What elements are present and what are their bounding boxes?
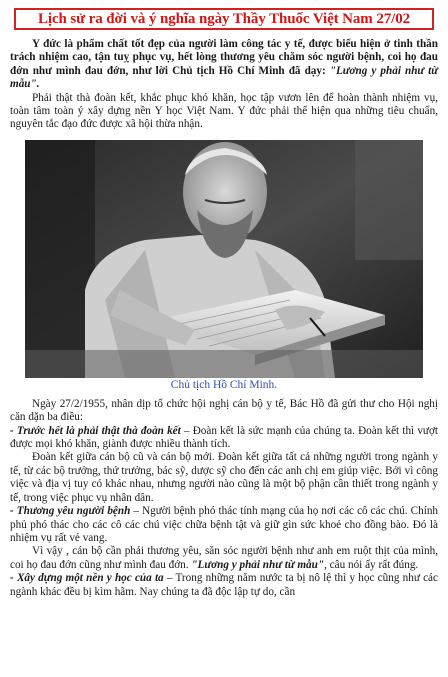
item-1	[10, 425, 438, 452]
letter-section	[10, 398, 438, 599]
item-1-text: – Đoàn kết là sức mạnh của chúng ta. Đoàn kết thì vượt được mọi khó khăn, giành được nhiều thành tích.	[10, 424, 439, 451]
intro-quote: "Lương y phải như từ mẫu".	[10, 64, 438, 91]
title-banner	[14, 8, 434, 30]
paragraph-1: Phải thật thà đoàn kết, khắc phục khó khăn, học tập vươn lên để hoàn thành nhiệm vụ, toàn tâm toàn ý xây dựng nền Y học Việt Nam. Y đức phải thể hiện qua những tiêu chuẩn, nguyên tắc đạo đức được xã hội thừa nhận.	[10, 91, 438, 131]
paragraph-4-tail: , câu nói ấy rất đúng.	[324, 558, 419, 571]
item-3-text: – Trong những năm nước ta bị nô lệ thì y học cũng như các ngành khác đều bị kìm hãm. Nay chúng ta đã độc lập tự do, cần	[10, 572, 438, 598]
paragraph-2: Ngày 27/2/1955, nhân dịp tổ chức hội nghị cán bộ y tế, Bác Hồ đã gửi thư cho Hội nghị căn dặn ba điều:	[10, 397, 438, 424]
photo-caption: Chủ tịch Hồ Chí Minh.	[170, 378, 278, 391]
paragraph-4-quote: "Lương y phải như từ mẫu"	[191, 558, 325, 571]
item-3	[10, 572, 438, 599]
paragraph-4	[10, 545, 438, 572]
paragraph-4-text: Vì vậy , cán bộ cần phải thương yêu, săn sóc người bệnh như anh em ruột thịt của mình, coi họ đau đớn cũng như mình đau đớn.	[10, 545, 438, 571]
item-2	[10, 505, 438, 545]
item-1-lead: - Trước hết là phải thật thà đoàn kết	[10, 424, 181, 437]
portrait-photo-icon	[25, 140, 423, 378]
article-page	[0, 8, 448, 677]
item-3-lead: - Xây dựng một nền y học của ta	[10, 572, 164, 585]
intro-paragraph	[10, 38, 438, 92]
paragraph-3: Đoàn kết giữa cán bộ cũ và cán bộ mới. Đoàn kết giữa tất cả những người trong ngành y tế, từ các bộ trưởng, thứ trưởng, bác sỹ, dược sỹ cho đến các anh chị em giúp việc. Bởi vì công việc và địa vị tuy có khác nhau, nhưng người nào cũng là một bộ phận cần thiết trong ngành y tế, trong việc phục vụ nhân dân.	[10, 451, 438, 504]
item-2-text: – Người bệnh phó thác tính mạng của họ nơi các cô các chú. Chính phủ phó thác cho các cô các chú việc chữa bệnh tật và giữ gìn sức khoẻ cho đồng bào. Đó là nhiệm vụ rất vẻ vang.	[10, 505, 439, 544]
intro-text: Y đức là phẩm chất tốt đẹp của người làm công tác y tế, được biểu hiện ở tinh thần trách nhiệm cao, tận tuỵ phục vụ, hết lòng thương yêu chăm sóc người bệnh, coi họ đau đớn như mình đau đớn, như lời Chủ tịch Hồ Chí Minh đã dạy:	[10, 38, 438, 77]
portrait-photo	[25, 140, 423, 378]
item-2-lead: - Thương yêu người bệnh	[10, 505, 131, 518]
page-title: Lịch sử ra đời và ý nghĩa ngày Thầy Thuốc Việt Nam 27/02	[37, 10, 411, 27]
